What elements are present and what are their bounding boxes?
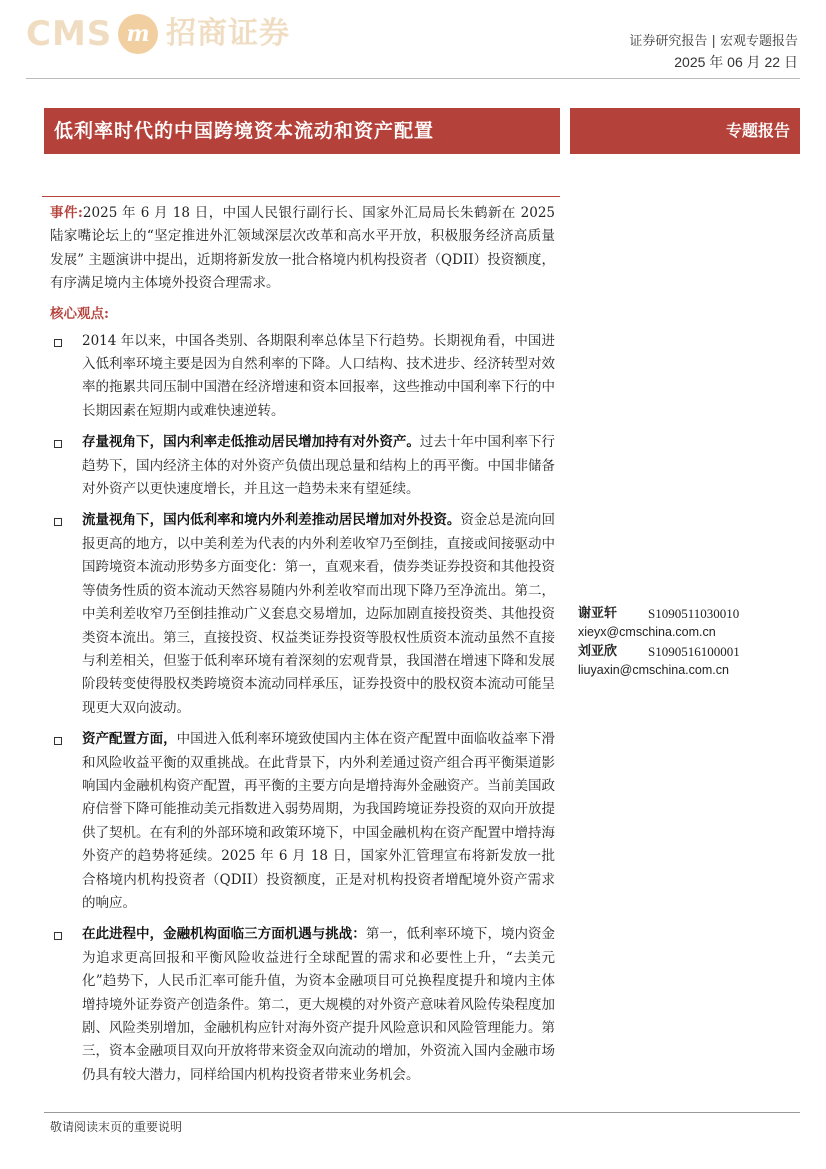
bullet-text: 资金总是流向回报更高的地方，以中美利差为代表的内外利差收窄乃至倒挂，直接或间接驱动中国跨境资本流动形势多方面变化：第一，直观来看，债券类证券投资和其他投资等债务性质的资本流动天然容易随内外利差收窄而出现下降乃至净流出。第二，中美利差收窄乃至倒挂推动广义套息交易增加，边际加剧直接投资类、其他投资类资本流出。第三，直接投资、权益类证券投资等股权性质资本流动虽然不直接与利差相关，但鉴于低利率环境有着深刻的宏观背景，我国潜在增速下降和发展阶段转变使得股权类跨境资本流动同样承压，证券投资中的股权资本流动可能呈现更大双向波动。 bbox=[82, 512, 556, 716]
list-item bbox=[50, 923, 555, 1087]
square-bullet-icon bbox=[54, 518, 62, 526]
report-type: 证券研究报告 | 宏观专题报告 bbox=[629, 34, 798, 49]
square-bullet-icon bbox=[54, 440, 62, 448]
event-label: 事件: bbox=[50, 205, 83, 221]
company-logo bbox=[26, 10, 296, 60]
logo-chinese-text: 招商证券 bbox=[166, 16, 290, 51]
author-name: 谢亚轩 bbox=[578, 606, 618, 621]
square-bullet-icon bbox=[54, 339, 62, 347]
author-row bbox=[578, 604, 800, 623]
core-views-label: 核心观点: bbox=[50, 305, 109, 322]
header-divider bbox=[26, 78, 800, 79]
title-banner bbox=[44, 108, 560, 154]
bullet-bold-text: 存量视角下，国内利率走低推动居民增加持有对外资产。 bbox=[82, 434, 420, 451]
square-bullet-icon bbox=[54, 932, 62, 940]
bullet-text: 中国进入低利率环境致使国内主体在资产配置中面临收益率下滑和风险收益平衡的双重挑战。在此背景下，内外利差通过资产组合再平衡渠道影响国内金融机构资产配置，再平衡的主要方向是增持海外金融资产。当前美国政府信誉下降可能推动美元指数进入弱势周期，为我国跨境证券投资的双向开放提供了契机。在有利的外部环境和政策环境下，中国金融机构在资产配置中增持海外资产的趋势将延续。2025 年 6 月 18 日，国家外汇管理宣布将新发放一批合格境内机构投资者（QDII）投资额度，正是对机构投资者增配境外资产需求的响应。 bbox=[82, 731, 556, 911]
report-tag-banner bbox=[570, 108, 800, 154]
report-date: 2025 年 06 月 22 日 bbox=[674, 54, 798, 70]
author-row bbox=[578, 642, 800, 661]
event-paragraph bbox=[50, 202, 555, 296]
bullet-bold-text: 流量视角下，国内低利率和境内外利差推动居民增加对外投资。 bbox=[82, 512, 461, 529]
main-content bbox=[50, 202, 555, 1087]
author-name: 刘亚欣 bbox=[578, 644, 618, 659]
section-divider bbox=[42, 196, 560, 197]
footer-note: 敬请阅读末页的重要说明 bbox=[50, 1120, 183, 1134]
list-item bbox=[50, 728, 555, 915]
author-cert-number: S1090511030010 bbox=[648, 606, 740, 621]
list-item bbox=[50, 509, 555, 720]
author-panel bbox=[578, 604, 800, 680]
author-email[interactable]: liuyaxin@cmschina.com.cn bbox=[578, 663, 729, 677]
footer-divider bbox=[44, 1112, 800, 1113]
bullet-text: 2014 年以来，中国各类别、各期限利率总体呈下行趋势。长期视角看，中国进入低利率环境主要是因为自然利率的下降。人口结构、技术进步、经济转型对效率的拖累共同压制中国潜在经济增速和资本回报率，这些推动中国利率下行的中长期因素在短期内或难快速逆转。 bbox=[82, 332, 555, 419]
event-text: 2025 年 6 月 18 日，中国人民银行副行长、国家外汇局局长朱鹤新在 2025 陆家嘴论坛上的“坚定推进外汇领域深层次改革和高水平开放，积极服务经济高质量发展” 主题演讲中提出，近期将新发放一批合格境内机构投资者（QDII）投资额度，有序满足境内主体境外投资合理需求。 bbox=[50, 205, 556, 292]
logo-emblem-icon: m bbox=[118, 14, 158, 54]
list-item bbox=[50, 330, 555, 424]
square-bullet-icon bbox=[54, 737, 62, 745]
bullet-bold-text: 在此进程中，金融机构面临三方面机遇与挑战： bbox=[82, 926, 366, 943]
logo-cms-text: CMS bbox=[26, 14, 113, 54]
bullet-text: 第一，低利率环境下，境内资金为追求更高回报和平衡风险收益进行全球配置的需求和必要性上升，“去美元化”趋势下，人民币汇率可能升值，为资本金融项目可兑换程度提升和境内主体增持境外证券资产创造条件。第二，更大规模的对外资产意味着风险传染程度加剧、风险类别增加，金融机构应针对海外资产提升风险意识和风险管理能力。第三，资本金融项目双向开放将带来资金双向流动的增加，外资流入国内金融市场仍具有较大潜力，同样给国内机构投资者带来业务机会。 bbox=[82, 926, 556, 1083]
author-cert-number: S1090516100001 bbox=[648, 644, 740, 659]
report-tag: 专题报告 bbox=[725, 121, 790, 140]
bullet-text: 过去十年中国利率下行趋势下，国内经济主体的对外资产负债出现总量和结构上的再平衡。中国非储备对外资产以更快速度增长，并且这一趋势未来有望延续。 bbox=[82, 434, 556, 498]
author-email[interactable]: xieyx@cmschina.com.cn bbox=[578, 625, 716, 639]
report-title: 低利率时代的中国跨境资本流动和资产配置 bbox=[54, 120, 435, 142]
bullet-bold-text: 资产配置方面， bbox=[82, 731, 177, 748]
list-item bbox=[50, 431, 555, 501]
